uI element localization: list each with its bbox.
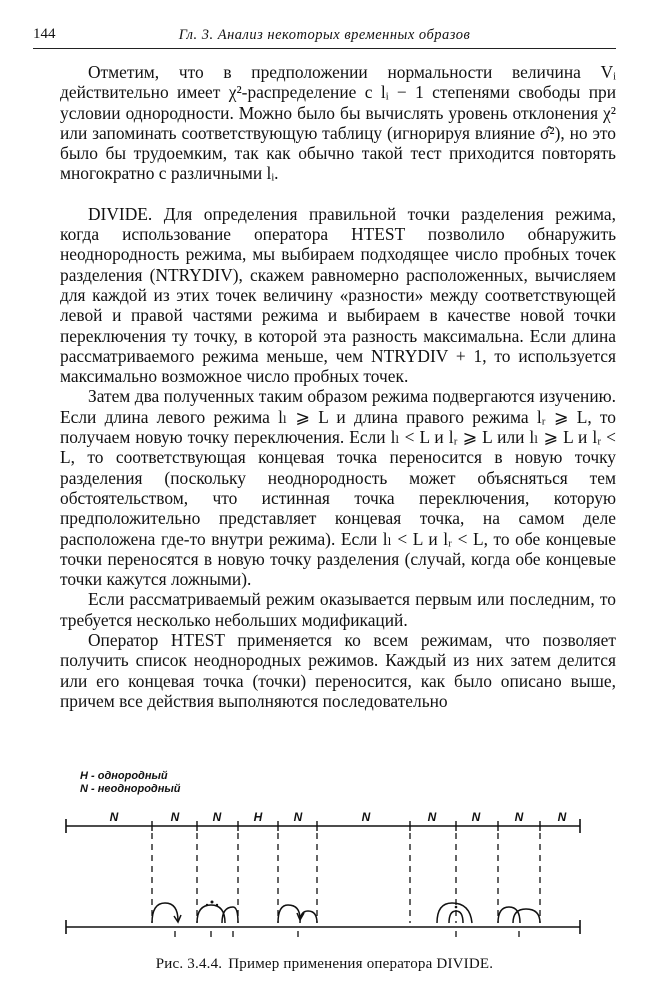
segment-label: N	[170, 810, 180, 824]
figure-caption	[0, 956, 649, 973]
move-arc	[437, 903, 472, 923]
legend-homogeneous: H - однородный	[80, 770, 168, 782]
move-arc	[513, 909, 540, 923]
paragraph-htest: Оператор HTEST применяется ко всем режимам, что позволяет получить список неоднородных режимов. Каждый из них затем делится или его концевая точка (точки) переносится, как было описано выше, причем все действия выполняются последовательно	[60, 630, 616, 711]
segment-label: N	[471, 810, 481, 824]
bottom-ticks	[175, 931, 519, 937]
legend-inhomogeneous: N - неоднородный	[80, 783, 181, 795]
move-arcs	[152, 903, 540, 923]
segment-label: N	[109, 810, 119, 824]
segment-label: N	[514, 810, 524, 824]
paragraph-regimes: Затем два полученных таким образом режима подвергаются изучению. Если длина левого режима lₗ ⩾ L и длина правого режима lᵣ ⩾ L, то получаем новую точку переключения. Если lₗ < L и lᵣ ⩾ L или lₗ ⩾ L и lᵣ < L, то соответствующая концевая точка переносится в новую точку разделения (поскольку неоднородность может объясняться тем обстоятельством, что истинная точка переключения, которую предположительно представляет концевая точка, на самом деле расположена где-то внутри режима). Если lₗ < L и lᵣ < L, то обе концевые точки переносятся в новую точку разделения (случай, когда обе концевые точки кажутся ложными).	[60, 386, 616, 590]
segment-label: N	[293, 810, 303, 824]
running-header	[33, 26, 616, 49]
caption-text: Пример применения оператора DIVIDE.	[228, 956, 494, 972]
move-arc	[152, 903, 178, 923]
chapter-title: Гл. 3. Анализ некоторых временных образов	[178, 27, 471, 43]
page-number: 144	[33, 26, 56, 42]
paragraph-divide: DIVIDE. Для определения правильной точки разделения режима, когда использование оператора HTEST позволило обнаружить неоднородность режима, мы выбираем подходящее число пробных точек разделения (NTRYDIV), скажем равномерно расположенных, вычисляем для каждой из этих точек величину «разности» между соответствующей левой и правой частями режима и выбираем в качестве новой точки переключения ту точку, в которой эта разность максимальна. Если длина рассматриваемого режима меньше, чем NTRYDIV + 1, то используется максимально возможное число пробных точек.	[60, 203, 616, 387]
paragraph-normality: Отметим, что в предположении нормальности величина Vᵢ действительно имеет χ²-распределение с lᵢ − 1 степенями свободы при условии однородности. Можно было бы вычислять уровень отклонения χ² или запоминать соответствующую таблицу (игнорируя влияние σ̂²), но это было бы трудоемким, так как обычно такой тест приходится повторять многократно с различными lᵢ.	[60, 62, 616, 184]
segment-label: N	[557, 810, 567, 824]
move-arc	[197, 905, 225, 923]
divide-diagram	[0, 795, 649, 945]
figure-legend	[80, 770, 181, 796]
segment-label: H	[253, 810, 263, 824]
segment-label: N	[361, 810, 371, 824]
arc-dots	[206, 901, 458, 909]
segment-label: N	[212, 810, 222, 824]
move-arc	[498, 907, 520, 923]
split-lines	[152, 833, 540, 923]
body-text	[60, 62, 616, 711]
paragraph-first-last: Если рассматриваемый режим оказывается первым или последним, то требуется несколько небольших модификаций.	[60, 589, 616, 630]
caption-prefix: Рис. 3.4.4.	[155, 956, 223, 972]
segment-label: N	[427, 810, 437, 824]
